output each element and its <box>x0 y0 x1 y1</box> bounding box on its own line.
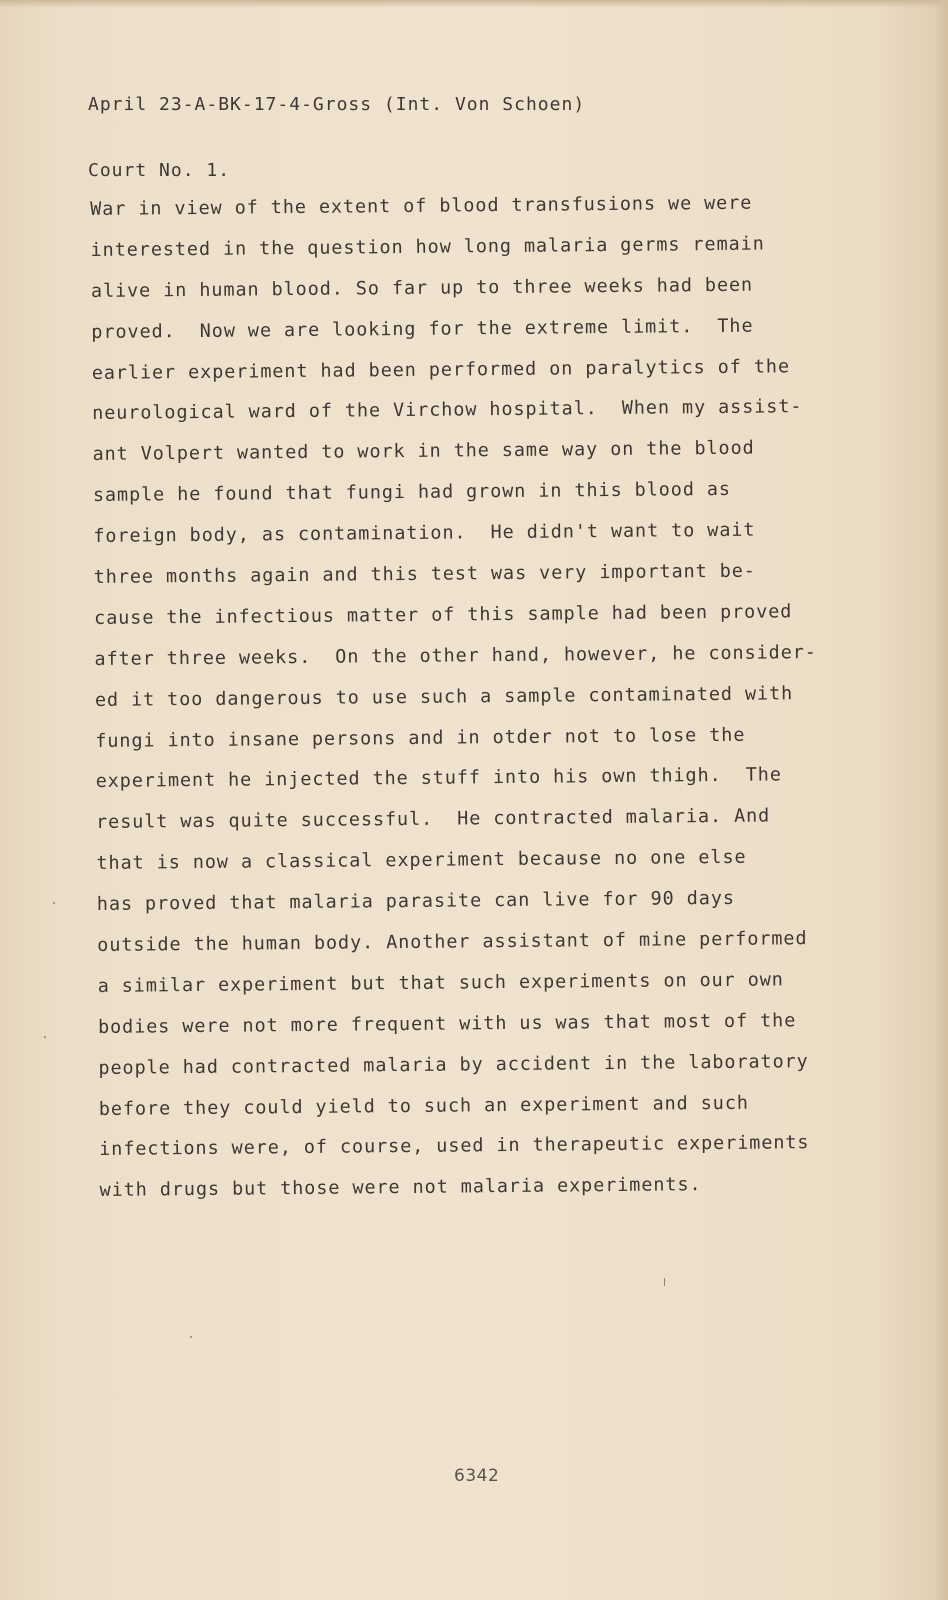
text-line: ed it too dangerous to use such a sample contaminated with <box>94 682 794 711</box>
paper-speck <box>190 1336 192 1338</box>
text-line: ant Volpert wanted to work in the same way on the blood <box>92 437 755 466</box>
page-edge-shadow-top <box>0 0 948 8</box>
text-line: proved. Now we are looking for the extreme limit. The <box>91 315 754 343</box>
text-line: foreign body, as contamination. He didn't want to wait <box>93 519 756 548</box>
text-line: before they could yield to such an experiment and such <box>98 1092 749 1120</box>
page-edge-shadow-right <box>934 0 948 1600</box>
paper-speck <box>664 1278 665 1286</box>
text-line: War in view of the extent of blood transfusions we were <box>90 192 753 220</box>
text-line: fungi into insane persons and in otder not to lose the <box>95 724 746 752</box>
text-line: outside the human body. Another assistant of mine performed <box>97 928 808 956</box>
header-line-date-reference: April 23-A-BK-17-4-Gross (Int. Von Schoen) <box>88 94 586 115</box>
text-line: has proved that malaria parasite can live for 90 days <box>96 887 735 916</box>
page-number: 6342 <box>454 1466 500 1486</box>
text-line: experiment he injected the stuff into his own thigh. The <box>95 764 782 793</box>
header-line-court: Court No. 1. <box>88 160 231 181</box>
text-line: a similar experiment but that such experiments on our own <box>97 969 784 997</box>
text-line: interested in the question how long malaria germs remain <box>90 233 765 261</box>
text-line: sample he found that fungi had grown in this blood as <box>92 479 732 507</box>
text-line: with drugs but those were not malaria experiments. <box>99 1174 702 1202</box>
text-line: people had contracted malaria by accident in the laboratory <box>98 1050 809 1079</box>
text-line: three months again and this test was very important be- <box>93 560 756 588</box>
text-line: that is now a classical experiment because no one else <box>96 846 747 875</box>
text-line: result was quite successful. He contracted malaria. And <box>95 805 771 834</box>
text-line: neurological ward of the Virchow hospital. When my assist- <box>92 396 803 425</box>
testimony-text <box>90 183 840 1212</box>
text-line: bodies were not more frequent with us was that most of the <box>97 1010 797 1038</box>
paper-speck <box>53 902 55 904</box>
text-line: alive in human blood. So far up to three weeks had been <box>90 274 754 302</box>
paper-speck <box>44 1036 46 1038</box>
text-line: infections were, of course, used in therapeutic experiments <box>99 1132 810 1161</box>
text-line: cause the infectious matter of this sample had been proved <box>94 601 793 629</box>
text-line: earlier experiment had been performed on paralytics of the <box>91 355 791 384</box>
text-line: after three weeks. On the other hand, however, he consider- <box>94 641 817 670</box>
